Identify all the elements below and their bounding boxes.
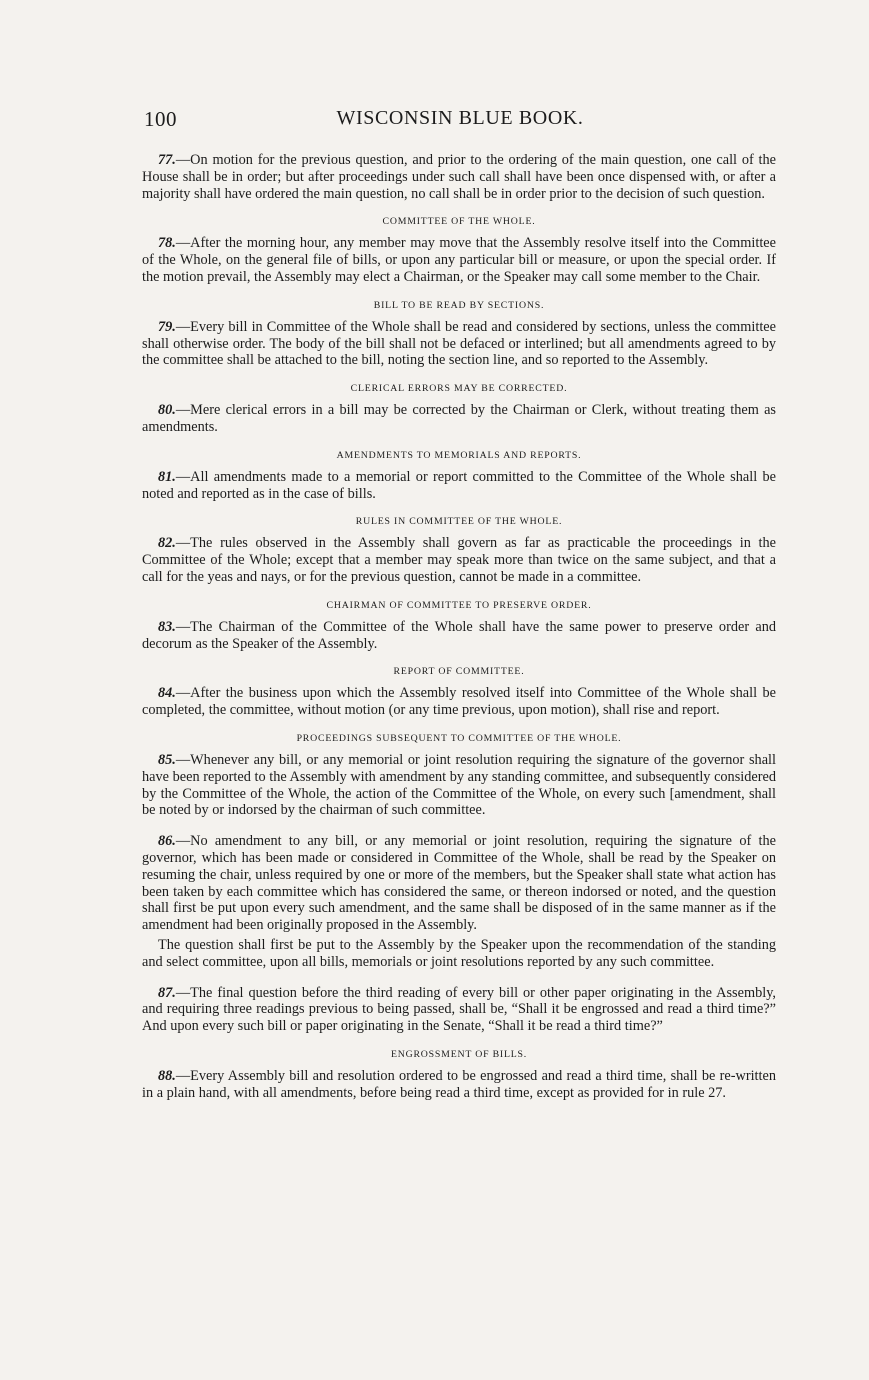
rule-paragraph: 84.—After the business upon which the Assembly resolved itself into Committee of the Whole shall be completed, the committee, without motion (or any time previous, upon motion), shall rise and report. xyxy=(142,685,776,719)
rule-paragraph: 78.—After the morning hour, any member may move that the Assembly resolve itself into the Committee of the Whole, on the general file of bills, or upon any particular bill or measure, or upon the special order. If the motion prevail, the Assembly may elect a Chairman, or the Speaker may call some member to the Chair. xyxy=(142,235,776,285)
continuation-paragraph: The question shall first be put to the Assembly by the Speaker upon the recommendation of the standing and select committee, upon all bills, memorials or joint resolutions reported by any such committee. xyxy=(142,936,776,970)
rule-paragraph: 86.—No amendment to any bill, or any memorial or joint resolution, requiring the signature of the governor, which has been made or considered in Committee of the Whole, shall be read by the Speaker on resuming the chair, unless required by one or more of the members, but the Speaker shall state what action has been taken by each committee which has considered the same, or thereon indorsed or noted, and the question shall first be put upon every such amendment, and the same shall be disposed of in the same manner as if the amendment had been originally proposed in the Assembly. xyxy=(142,833,776,934)
rule-number: 82. xyxy=(158,535,176,552)
rule-number: 87. xyxy=(158,984,176,1001)
rule-text: Whenever any bill, or any memorial or joint resolution requiring the signature of the governor shall have been reported to the Assembly with amendment by any standing committee, and subsequently considered by the Committee of the Whole, the action of the Committee of the Whole, on every such [amendment, shall be noted by or indorsed by the chairman of such committee. xyxy=(142,751,776,819)
rule-number: 83. xyxy=(158,618,176,635)
rule-paragraph: 87.—The final question before the third reading of every bill or other paper originating in the Assembly, and requiring three readings previous to being passed, shall be, “Shall it be engrossed and read a third time?” And upon every such bill or paper originating in the Senate, “Shall it be read a third time?” xyxy=(142,984,776,1035)
rule-text: After the business upon which the Assembly resolved itself into Committee of the Whole shall be completed, the committee, without motion (or any time previous, upon motion), shall rise and report. xyxy=(142,685,776,719)
rule-number: 84. xyxy=(158,685,176,702)
section-heading: RULES IN COMMITTEE OF THE WHOLE. xyxy=(355,516,563,528)
rule-paragraph: 82.—The rules observed in the Assembly shall govern as far as practicable the proceedings in the Committee of the Whole; except that a member may speak more than twice on the same subject, and that a call for the yeas and nays, or for the previous question, cannot be made in a committee. xyxy=(142,535,776,585)
page-header xyxy=(144,107,776,137)
rule-text: The final question before the third reading of every bill or other paper originating in the Assembly, and requiring three readings previous to being passed, shall be, “Shall it be engrossed and read a third time?” And upon every such bill or paper originating in the Senate, “Shall it be read a third time?” xyxy=(142,984,776,1035)
rule-number: 85. xyxy=(158,751,176,768)
rule-paragraph: 83.—The Chairman of the Committee of the Whole shall have the same power to preserve order and decorum as the Speaker of the Assembly. xyxy=(142,618,776,652)
rule-paragraph: 85.—Whenever any bill, or any memorial or joint resolution requiring the signature of the governor shall have been reported to the Assembly with amendment by any standing committee, and subsequently considered by the Committee of the Whole, the action of the Committee of the Whole, on every such [amendment, shall be noted by or indorsed by the chairman of such committee. xyxy=(142,751,776,819)
running-title: WISCONSIN BLUE BOOK. xyxy=(336,107,584,129)
rule-paragraph: 80.—Mere clerical errors in a bill may be corrected by the Chairman or Clerk, without treating them as amendments. xyxy=(142,402,776,435)
page-number: 100 xyxy=(144,107,177,131)
page-body xyxy=(142,152,776,1115)
rule-text: No amendment to any bill, or any memorial or joint resolution, requiring the signature of the governor, which has been made or considered in Committee of the Whole, shall be read by the Speaker on resuming the chair, unless required by one or more of the members, but the Speaker shall state what action has been taken by each committee which has considered the same, or thereon indorsed or noted, and the question shall first be put upon every such amendment, and the same shall be disposed of in the same manner as if the amendment had been originally proposed in the Assembly. xyxy=(142,833,776,934)
section-heading: CLERICAL ERRORS MAY BE CORRECTED. xyxy=(350,383,568,395)
rule-text: The rules observed in the Assembly shall govern as far as practicable the proceedings in the Committee of the Whole; except that a member may speak more than twice on the same subject, and that a call for the yeas and nays, or for the previous question, cannot be made in a committee. xyxy=(142,535,776,585)
section-heading: BILL TO BE READ BY SECTIONS. xyxy=(373,299,545,311)
rule-number: 86. xyxy=(158,833,176,850)
rule-text: Every Assembly bill and resolution ordered to be engrossed and read a third time, shall be re-written in a plain hand, with all amendments, before being read a third time, except as provided for in rule 27. xyxy=(142,1067,776,1101)
rule-paragraph: 79.—Every bill in Committee of the Whole shall be read and considered by sections, unless the committee shall otherwise order. The body of the bill shall not be defaced or interlined; but all amendments agreed to by the committee shall be attached to the bill, noting the section line, and so reported to the Assembly. xyxy=(142,318,776,369)
rule-number: 81. xyxy=(158,468,176,485)
section-heading: REPORT OF COMMITTEE. xyxy=(393,666,525,678)
rule-paragraph: 81.—All amendments made to a memorial or report committed to the Committee of the Whole shall be noted and reported as in the case of bills. xyxy=(142,468,776,502)
section-heading: AMENDMENTS TO MEMORIALS AND REPORTS. xyxy=(336,449,582,461)
rule-text: Mere clerical errors in a bill may be corrected by the Chairman or Clerk, without treating them as amendments. xyxy=(142,402,776,435)
rule-text: On motion for the previous question, and prior to the ordering of the main question, one call of the House shall be in order; but after proceedings under such call shall have been once dispensed with, or after a majority shall have ordered the main question, no call shall be in order prior to the decision of such question. xyxy=(142,152,776,202)
section-heading: COMMITTEE OF THE WHOLE. xyxy=(382,216,536,228)
rule-number: 80. xyxy=(158,402,176,419)
rule-paragraph: 88.—Every Assembly bill and resolution ordered to be engrossed and read a third time, shall be re-written in a plain hand, with all amendments, before being read a third time, except as provided for in rule 27. xyxy=(142,1067,776,1101)
section-heading: PROCEEDINGS SUBSEQUENT TO COMMITTEE OF THE WHOLE. xyxy=(296,732,622,744)
rule-paragraph: 77.—On motion for the previous question, and prior to the ordering of the main question, one call of the House shall be in order; but after proceedings under such call shall have been once dispensed with, or after a majority shall have ordered the main question, no call shall be in order prior to the decision of such question. xyxy=(142,152,776,202)
section-heading: CHAIRMAN OF COMMITTEE TO PRESERVE ORDER. xyxy=(326,599,592,611)
section-heading: ENGROSSMENT OF BILLS. xyxy=(390,1048,528,1060)
rule-text: All amendments made to a memorial or report committed to the Committee of the Whole shall be noted and reported as in the case of bills. xyxy=(142,468,776,502)
rule-number: 79. xyxy=(158,318,176,335)
rule-text: Every bill in Committee of the Whole shall be read and considered by sections, unless the committee shall otherwise order. The body of the bill shall not be defaced or interlined; but all amendments agreed to by the committee shall be attached to the bill, noting the section line, and so reported to the Assembly. xyxy=(142,318,776,369)
rule-text: After the morning hour, any member may move that the Assembly resolve itself into the Committee of the Whole, on the general file of bills, or upon any particular bill or measure, or upon the special order. If the motion prevail, the Assembly may elect a Chairman, or the Speaker may call some member to the Chair. xyxy=(142,235,776,285)
rule-number: 88. xyxy=(158,1067,176,1084)
rule-number: 78. xyxy=(158,235,176,252)
rule-number: 77. xyxy=(158,152,176,168)
rule-text: The Chairman of the Committee of the Whole shall have the same power to preserve order and decorum as the Speaker of the Assembly. xyxy=(142,618,776,652)
